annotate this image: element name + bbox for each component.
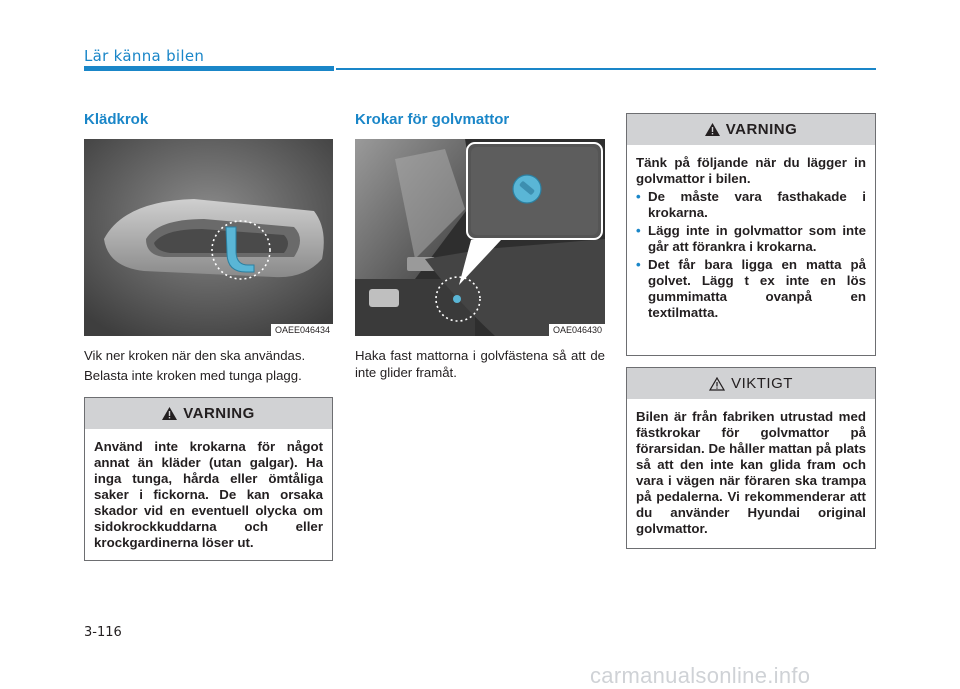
warning-header: [627, 114, 875, 145]
warning-header: [85, 398, 332, 429]
list-item: [636, 223, 866, 255]
bullet-icon: •: [636, 189, 641, 204]
coat-hook-text: [84, 347, 336, 384]
warning-triangle-icon: [162, 407, 177, 420]
floor-mat-illustration: [355, 139, 605, 336]
paragraph: Belasta inte kroken med tunga plagg.: [84, 368, 302, 383]
floor-mat-photo: [355, 139, 605, 336]
coat-hook-photo: [84, 139, 333, 336]
page-number: 3-116: [84, 625, 122, 640]
warning-text: Använd inte krokarna för något annat än kläder (utan galgar). Ha inga tunga, hårda eller ömtåliga saker i fickorna. De kan orsaka skador vid en eventuell olycka om sidokrockkuddarna och eller krockgardinerna löser ut.: [94, 439, 323, 550]
warning-title: VARNING: [183, 405, 255, 422]
bullet-icon: •: [636, 257, 641, 272]
notice-header: [627, 368, 875, 399]
watermark: carmanualsonline.info: [590, 663, 811, 688]
warning-triangle-icon: [705, 123, 720, 136]
list-item: [636, 257, 866, 321]
warning-content: [627, 145, 875, 321]
warning-intro: Tänk på följande när du lägger in golvmattor i bilen.: [636, 155, 866, 186]
notice-box: [626, 367, 876, 549]
list-item-text: De måste vara fasthakade i krokarna.: [648, 189, 866, 220]
coat-hook-illustration: [84, 139, 333, 336]
header-rule-thin: [336, 68, 876, 70]
notice-text: Bilen är från fabriken utrustad med fästkrokar för golvmattor på förarsidan. De håller mattan på plats så att den inte kan glida fram och vara i vägen när föraren ska trampa på pedalerna. Vi rekommenderar att du använder Hyundai original golvmattor.: [636, 409, 866, 536]
bullet-icon: •: [636, 223, 641, 238]
heading-floor-mat-hooks: Krokar för golvmattor: [355, 111, 510, 128]
header-rule-thick: [84, 66, 334, 71]
heading-coat-hook: Klädkrok: [84, 111, 149, 128]
warning-list: [636, 189, 866, 321]
caution-outline-icon: [709, 377, 725, 391]
notice-title: VIKTIGT: [731, 375, 793, 392]
photo-code: OAE046430: [549, 324, 605, 336]
floor-mat-text: Haka fast mattorna i golvfästena så att de inte glider framåt.: [355, 348, 605, 380]
warning-box-right: [626, 113, 876, 356]
paragraph: Vik ner kroken när den ska användas.: [84, 348, 306, 363]
photo-code: OAEE046434: [271, 324, 333, 336]
list-item-text: Det får bara ligga en matta på golvet. Lägg t ex inte en lös gummimatta ovanpå en textilmatta.: [648, 257, 866, 320]
list-item: [636, 189, 866, 221]
warning-title: VARNING: [725, 121, 798, 138]
section-label: Lär känna bilen: [84, 47, 205, 65]
list-item-text: Lägg inte in golvmattor som inte går att förankra i krokarna.: [648, 223, 866, 254]
warning-box-left: [84, 397, 333, 561]
